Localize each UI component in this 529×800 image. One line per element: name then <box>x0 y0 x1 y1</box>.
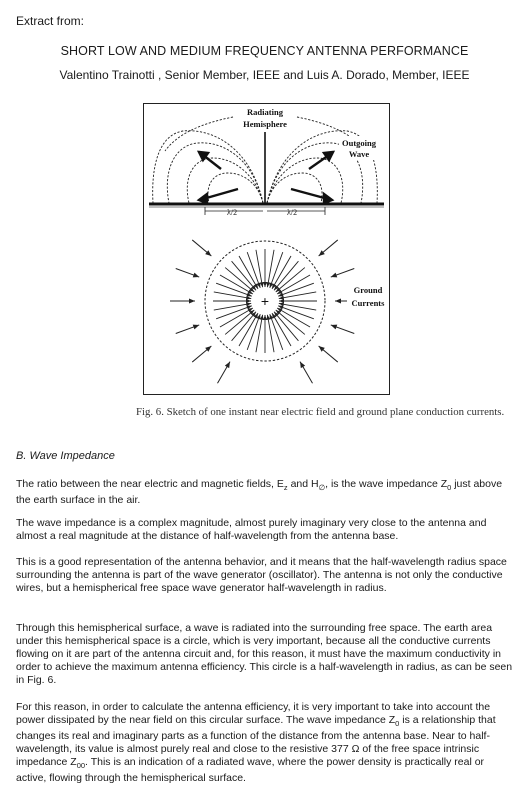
figure-drawing <box>143 103 390 395</box>
half-wave-label-left: λ/2 <box>227 208 238 217</box>
paragraph-3: This is a good representation of the antenna behavior, and it means that the half-wavelength radius space surrounding the antenna is part of the wave generator (oscillator). The antenna is not only the conductive wires, but a hemispherical free space wave generator half-wavelength in radius. <box>16 556 507 594</box>
ground-label: Ground <box>353 285 383 295</box>
currents-label: Currents <box>351 298 385 308</box>
outgoing-label: Outgoing <box>341 138 377 148</box>
antenna-field-figure <box>143 103 390 395</box>
half-wave-label-right: λ/2 <box>287 208 298 217</box>
hemisphere-label: Hemisphere <box>243 119 287 129</box>
radiating-label: Radiating <box>247 107 283 117</box>
extract-label: Extract from: <box>16 14 85 28</box>
antenna-center-mark: + <box>260 293 270 309</box>
paragraph-5: For this reason, in order to calculate the antenna efficiency, it is very important to take into account the power dissipated by the near field on this circular surface. The wave impedance $Z_0$ is a relationship that changes its real and imaginary parts as a function of the distance from the antenna base. Near to half-wavelength, its value is almost purely real and close to the resistive 377 Ω of the free space intrinsic impedance $Z_{00}$. This is an indication of a radiated wave, where the power density is practically real or active, flowing through the hemispherical surface. <box>16 701 496 785</box>
paragraph-4: Through this hemispherical surface, a wave is radiated into the surrounding free space. The earth area under this hemispherical space is a circle, which is very important, because all the conductive currents flowing on it are part of the antenna circuit and, for this reason, it must have the maximum conductivity in order to achieve the maximum antenna efficiency. This circle is a half-wavelength in radius, as can be seen in Fig. 6. <box>16 622 513 686</box>
paragraph-2: The wave impedance is a complex magnitude, almost purely imaginary very close to the antenna and almost a real magnitude at the distance of half-wavelength from the antenna base. <box>16 517 487 542</box>
wave-label: Wave <box>348 149 370 159</box>
figure-caption: Fig. 6. Sketch of one instant near electric field and ground plane conduction currents. <box>136 406 505 418</box>
paper-title: SHORT LOW AND MEDIUM FREQUENCY ANTENNA PERFORMANCE <box>60 44 469 58</box>
paragraph-1: The ratio between the near electric and magnetic fields, $E_z$ and $H_\emptyset$, is the wave impedance $Z_0$ just above the earth surface in the air. <box>16 478 503 507</box>
section-heading: B. Wave Impedance <box>16 450 115 462</box>
paper-authors: Valentino Trainotti , Senior Member, IEEE and Luis A. Dorado, Member, IEEE <box>59 68 470 82</box>
